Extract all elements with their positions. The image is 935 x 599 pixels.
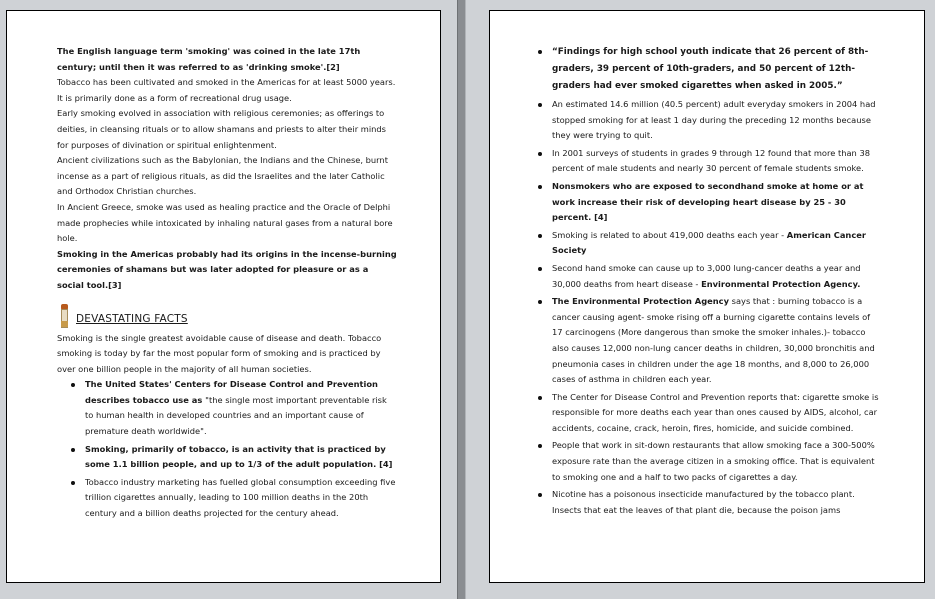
list-item: An estimated 14.6 million (40.5 percent) adult everyday smokers in 2004 had stopped smoking for at least 1 day during the preceding 12 months because they were trying to quit.: [536, 97, 882, 144]
list-item: The Environmental Protection Agency says that : burning tobacco is a cancer causing agent- smoke rising off a burning cigarette contains levels of 17 carcinogens (More dangerous than smoke the smoker inhales.)- tobacco also causes 12,000 non-lung cancer deaths in children, 30,000 bronchitis and pneumonia cases in children under the age 18 months, and 8,000 to 26,000 cases of asthma in children each year.: [536, 294, 882, 388]
list-item: Nicotine has a poisonous insecticide manufactured by the tobacco plant. Insects that eat the leaves of that plant die, because the poison jams: [536, 487, 882, 518]
section-heading: DEVASTATING FACTS: [76, 312, 188, 325]
paragraph-americas: Smoking in the Americas probably had its origins in the incense-burning ceremonies of shamans but was later adopted for pleasure or as a social tool.[3]: [57, 248, 397, 290]
cigarette-icon: [57, 304, 69, 328]
page-content: [552, 44, 882, 520]
paragraph-intro: Smoking is the single greatest avoidable cause of disease and death. Tobacco smoking is today by far the most popular form of smoking and is practiced by over one billion people in the majority of all human societies.: [57, 332, 382, 374]
section-heading-row: [57, 304, 397, 328]
list-item: Second hand smoke can cause up to 3,000 lung-cancer deaths a year and 30,000 deaths from heart disease - Environmental Protection Agency.: [536, 261, 882, 292]
list-item: In 2001 surveys of students in grades 9 through 12 found that more than 38 percent of male students and nearly 30 percent of female students smoke.: [536, 146, 882, 177]
list-item: Tobacco industry marketing has fuelled global consumption exceeding five trillion cigarettes annually, leading to 100 million deaths in the 20th century and a billion deaths projected for the century ahead.: [69, 475, 397, 522]
list-item: Smoking is related to about 419,000 deaths each year - American Cancer Society: [536, 228, 882, 259]
list-item: People that work in sit-down restaurants that allow smoking face a 300-500% exposure rate than the average citizen in a smoking office. That is equivalent to smoking one and a half to two packs of cigarettes a day.: [536, 438, 882, 485]
list-item: “Findings for high school youth indicate that 26 percent of 8th-graders, 39 percent of 10th-graders, and 50 percent of 12th-graders had ever smoked cigarettes when asked in 2005.”: [536, 44, 882, 95]
list-item: The United States' Centers for Disease Control and Prevention describes tobacco use as "the single most important preventable risk to human health in developed countries and an important cause of premature death worldwide".: [69, 377, 397, 439]
page-divider: [457, 0, 466, 599]
paragraph-religious: Early smoking evolved in association with religious ceremonies; as offerings to deities, in cleansing rituals or to allow shamans and priests to alter their minds for purposes of divination or spiritual enlightenment.: [57, 108, 386, 150]
facts-list-left: [69, 377, 397, 521]
list-item: The Center for Disease Control and Prevention reports that: cigarette smoke is responsible for more deaths each year than ones caused by AIDS, alcohol, car accidents, cocaine, crack, heroin, fires, homicide, and suicide combined.: [536, 390, 882, 437]
list-item: Nonsmokers who are exposed to secondhand smoke at home or at work increase their risk of developing heart disease by 25 - 30 percent. [4]: [536, 179, 882, 226]
paragraph-ancient-civilizations: Ancient civilizations such as the Babylonian, the Indians and the Chinese, burnt incense as a part of religious rituals, as did the Israelites and the later Catholic and Orthodox Christian churches.: [57, 155, 388, 197]
paragraph-cultivation: Tobacco has been cultivated and smoked in the Americas for at least 5000 years. It is primarily done as a form of recreational drug usage.: [57, 77, 396, 103]
paragraph-ancient-greece: In Ancient Greece, smoke was used as healing practice and the Oracle of Delphi made prophecies while intoxicated by inhaling natural gases from a natural bore hole.: [57, 201, 393, 244]
page-content: [57, 44, 397, 524]
facts-list-right: [552, 44, 882, 518]
list-item: Smoking, primarily of tobacco, is an activity that is practiced by some 1.1 billion people, and up to 1/3 of the adult population. [4]: [69, 442, 397, 473]
document-page-right: [489, 10, 925, 583]
document-page-left: [6, 10, 441, 583]
paragraph-term-origin: The English language term 'smoking' was coined in the late 17th century; until then it was referred to as 'drinking smoke'.[2]: [57, 46, 361, 72]
